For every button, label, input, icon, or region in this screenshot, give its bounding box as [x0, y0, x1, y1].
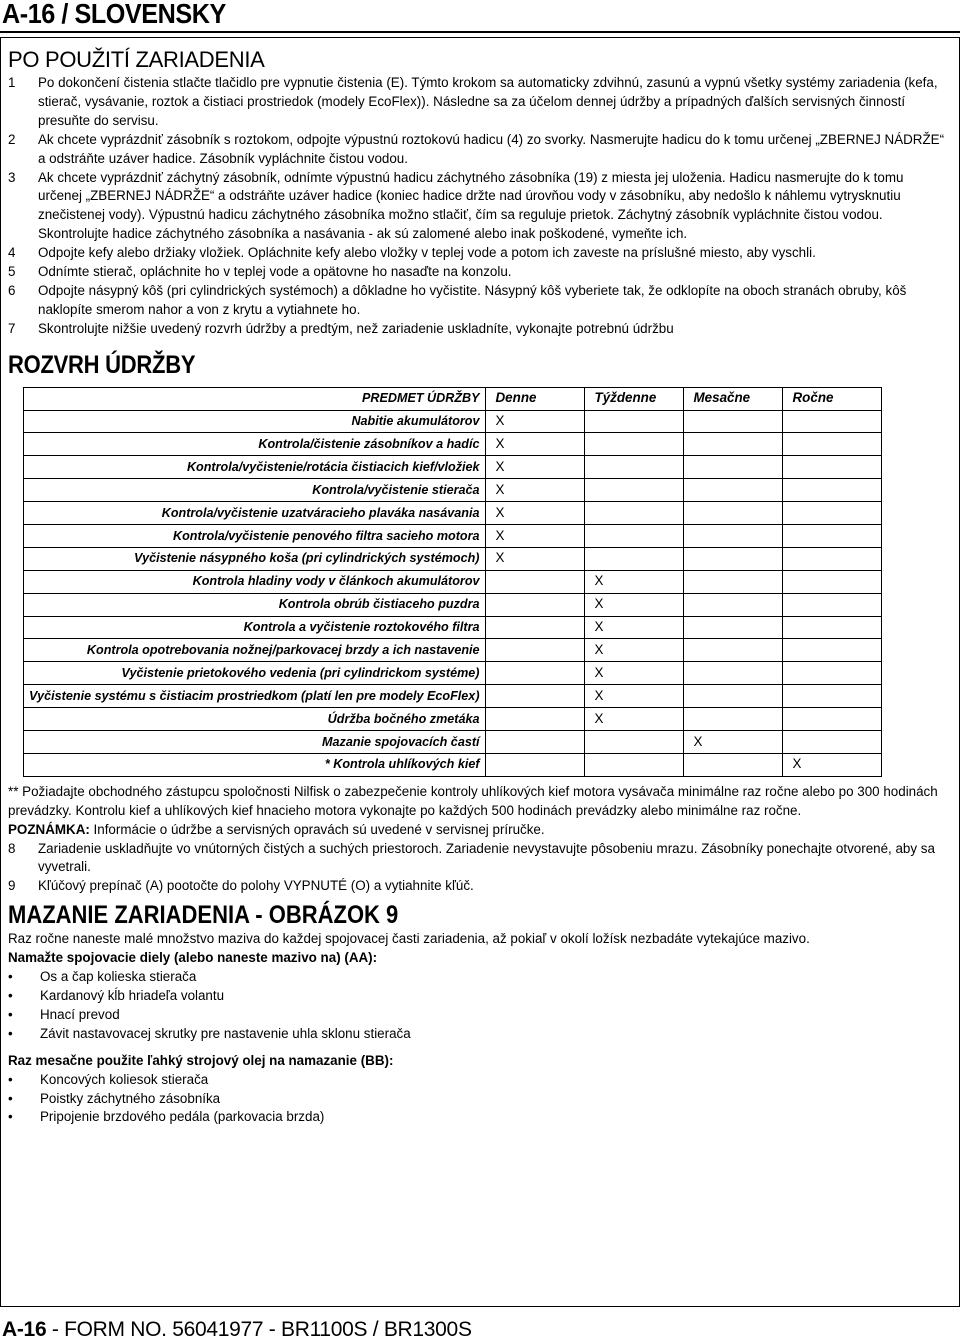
- table-cell-yearly: [782, 662, 881, 685]
- table-cell-monthly: [683, 593, 782, 616]
- service-note: [8, 821, 950, 840]
- lubrication-intro: Raz ročne naneste malé množstvo maziva do každej spojovacej časti zariadenia, až pokiaľ v okolí ložísk nezbadáte vytekajúce mazivo.: [8, 931, 810, 947]
- table-cell-yearly: [782, 570, 881, 593]
- table-cell-daily: [485, 639, 584, 662]
- table-cell-weekly: [584, 433, 683, 456]
- table-cell-weekly: X: [584, 685, 683, 708]
- table-cell-weekly: [584, 525, 683, 548]
- table-cell-task: Vyčistenie prietokového vedenia (pri cylindrickom systéme): [24, 662, 486, 685]
- table-row: [24, 753, 882, 776]
- list-item-number: 4: [8, 245, 16, 261]
- list-item-text: Skontrolujte nižšie uvedený rozvrh údržby a predtým, než zariadenie uskladníte, vykonajte potrebnú údržbu: [38, 320, 674, 336]
- bullet-item: • Kardanový kĺb hriadeľa volantu: [8, 987, 950, 1006]
- table-cell-task: Nabitie akumulátorov: [24, 410, 486, 433]
- table-cell-daily: [485, 685, 584, 708]
- table-cell-task: Kontrola a vyčistenie roztokového filtra: [24, 616, 486, 639]
- table-cell-task: Kontrola/vyčistenie penového filtra sacieho motora: [24, 525, 486, 548]
- column-header-monthly: Mesačne: [683, 387, 782, 410]
- table-cell-yearly: [782, 708, 881, 731]
- list-item-number: 9: [8, 878, 16, 894]
- list-item-text: Odpojte kefy alebo držiaky vložiek. Opláchnite kefy alebo vložky v teplej vode a potom ich zaveste na príslušné miesto, aby vyschli.: [38, 245, 816, 261]
- table-cell-yearly: [782, 456, 881, 479]
- list-item-number: 8: [8, 840, 16, 856]
- table-cell-weekly: [584, 456, 683, 479]
- table-cell-yearly: [782, 502, 881, 525]
- section-title-after-use: PO POUŽITÍ ZARIADENIA: [8, 47, 265, 72]
- table-cell-yearly: [782, 639, 881, 662]
- table-cell-weekly: [584, 410, 683, 433]
- table-cell-task: Kontrola/čistenie zásobníkov a hadíc: [24, 433, 486, 456]
- page-footer: [2, 1318, 472, 1342]
- page-content: [8, 44, 950, 1127]
- table-cell-weekly: [584, 753, 683, 776]
- table-cell-monthly: [683, 662, 782, 685]
- list-item: [8, 263, 950, 282]
- list-item-text: Odnímte stierač, opláchnite ho v teplej vode a opätovne ho nasaďte na konzolu.: [38, 264, 512, 280]
- table-cell-task: Vyčistenie násypného koša (pri cylindrických systémoch): [24, 547, 486, 570]
- table-row: [24, 731, 882, 754]
- bullet-item: • Os a čap kolieska stierača: [8, 968, 950, 987]
- table-cell-weekly: [584, 479, 683, 502]
- table-cell-daily: X: [485, 410, 584, 433]
- table-cell-daily: X: [485, 479, 584, 502]
- table-cell-weekly: X: [584, 616, 683, 639]
- table-cell-yearly: [782, 410, 881, 433]
- list-item-text: Po dokončení čistenia stlačte tlačidlo pre vypnutie čistenia (E). Týmto krokom sa automaticky zdvihnú, zasunú a vypnú všetky systémy zariadenia (kefa, stierač, vysávanie, roztok a čistiaci prostriedok (modely EcoFlex)). Následne sa za účelom dennej údržby a prípadných ďalších servisných činností presuňte do servisu.: [38, 75, 938, 128]
- table-cell-task: Kontrola/vyčistenie/rotácia čistiacich kief/vložiek: [24, 456, 486, 479]
- table-cell-monthly: [683, 433, 782, 456]
- table-cell-yearly: [782, 685, 881, 708]
- list-item-number: 2: [8, 131, 16, 147]
- maintenance-schedule-table: [23, 387, 882, 777]
- table-cell-daily: X: [485, 547, 584, 570]
- table-cell-yearly: [782, 433, 881, 456]
- table-cell-task: Kontrola hladiny vody v článkoch akumulátorov: [24, 570, 486, 593]
- table-cell-task: Kontrola obrúb čistiaceho puzdra: [24, 593, 486, 616]
- table-cell-yearly: [782, 593, 881, 616]
- table-cell-task: Údržba bočného zmetáka: [24, 708, 486, 731]
- table-cell-task: * Kontrola uhlíkových kief: [24, 753, 486, 776]
- table-header-row: [24, 387, 882, 410]
- table-cell-weekly: X: [584, 662, 683, 685]
- column-header-weekly: Týždenne: [584, 387, 683, 410]
- list-item: [8, 169, 950, 245]
- list-item-text: Ak chcete vyprázdniť zásobník s roztokom, odpojte výpustnú roztokovú hadicu (4) zo svorky. Nasmerujte hadicu do k tomu určenej „ZBERNEJ NÁDRŽE“ a odstráňte uzáver hadice. Zásobník vypláchnite čistou vodou.: [38, 131, 945, 166]
- table-cell-monthly: X: [683, 731, 782, 754]
- table-cell-yearly: [782, 731, 881, 754]
- table-cell-daily: [485, 753, 584, 776]
- table-cell-weekly: X: [584, 593, 683, 616]
- table-cell-yearly: [782, 616, 881, 639]
- list-item-number: 5: [8, 264, 16, 280]
- table-row: [24, 616, 882, 639]
- table-cell-weekly: [584, 731, 683, 754]
- bullet-item: • Koncových koliesok stierača: [8, 1071, 950, 1090]
- table-cell-weekly: [584, 547, 683, 570]
- table-cell-monthly: [683, 685, 782, 708]
- table-cell-daily: [485, 616, 584, 639]
- table-cell-monthly: [683, 479, 782, 502]
- table-cell-task: Kontrola opotrebovania nožnej/parkovacej brzdy a ich nastavenie: [24, 639, 486, 662]
- page-header-title: A-16 / SLOVENSKY: [2, 0, 226, 29]
- carbon-brush-note: ** Požiadajte obchodného zástupcu spoločnosti Nilfisk o zabezpečenie kontroly uhlíkových kief motora vysávača minimálne raz ročne alebo po 300 hodinách prevádzky. Kontrolu kief a uhlíkových kief hnacieho motora vykonajte po každých 500 hodinách prevádzky alebo minimálne raz ročne.: [8, 783, 938, 818]
- list-item: [8, 282, 950, 320]
- lubrication-group-aa-title: Namažte spojovacie diely (alebo naneste mazivo na) (AA):: [8, 950, 378, 966]
- table-cell-daily: [485, 593, 584, 616]
- list-item-text: Zariadenie uskladňujte vo vnútorných čistých a suchých priestoroch. Zariadenie nevystavujte pôsobeniu mrazu. Zásobníky ponechajte otvorené, aby sa vyvetrali.: [38, 840, 935, 875]
- table-cell-task: Mazanie spojovacích častí: [24, 731, 486, 754]
- table-cell-monthly: [683, 456, 782, 479]
- table-cell-task: Vyčistenie systému s čistiacim prostriedkom (platí len pre modely EcoFlex): [24, 685, 486, 708]
- table-cell-weekly: X: [584, 570, 683, 593]
- table-cell-monthly: [683, 525, 782, 548]
- table-row: [24, 433, 882, 456]
- table-cell-monthly: [683, 753, 782, 776]
- header-divider: [0, 31, 960, 33]
- table-cell-yearly: [782, 547, 881, 570]
- list-item-number: 1: [8, 75, 16, 90]
- table-cell-daily: X: [485, 456, 584, 479]
- column-header-task: PREDMET ÚDRŽBY: [24, 387, 486, 410]
- footer-page-number: A-16: [2, 1318, 47, 1341]
- column-header-daily: Denne: [485, 387, 584, 410]
- list-item: [8, 244, 950, 263]
- after-use-steps: [8, 74, 950, 339]
- table-cell-daily: X: [485, 502, 584, 525]
- list-item: [8, 320, 950, 339]
- list-item-text: Ak chcete vyprázdniť záchytný zásobník, odnímte výpustnú hadicu záchytného zásobníka (19) z miesta jej uloženia. Hadicu nasmerujte do k tomu určenej „ZBERNEJ NÁDRŽE“ a odstráňte uzáver hadice (koniec hadice držte nad úrovňou vody v zásobníku, aby nedošlo k náhlemu vytrysknutiu znečistenej vody). Výpustnú hadicu záchytného zásobníka možno stlačiť, čím sa reguluje prietok. Záchytný zásobník vypláchnite čistou vodou. Skontrolujte hadice záchytného zásobníka a nasávania - ak sú zalomené alebo inak poškodené, vymeňte ich.: [38, 169, 904, 242]
- list-item-text: Odpojte násypný kôš (pri cylindrických systémoch) a dôkladne ho vyčistite. Násypný kôš vyberiete tak, že odklopíte na oboch stranách obruby, kôš naklopíte smerom nahor a von z krytu a vytiahnete ho.: [38, 282, 907, 317]
- table-row: [24, 593, 882, 616]
- table-row: [24, 639, 882, 662]
- table-cell-daily: [485, 662, 584, 685]
- table-row: [24, 502, 882, 525]
- table-row: [24, 547, 882, 570]
- table-row: [24, 708, 882, 731]
- table-row: [24, 525, 882, 548]
- table-cell-weekly: X: [584, 708, 683, 731]
- storage-steps: [8, 840, 950, 897]
- table-row: [24, 410, 882, 433]
- note-text: Informácie o údržbe a servisných opravách sú uvedené v servisnej príručke.: [89, 821, 545, 837]
- table-row: [24, 685, 882, 708]
- table-row: [24, 570, 882, 593]
- column-header-yearly: Ročne: [782, 387, 881, 410]
- table-cell-task: Kontrola/vyčistenie uzatváracieho plaváka nasávania: [24, 502, 486, 525]
- bullet-item: • Závit nastavovacej skrutky pre nastavenie uhla sklonu stierača: [8, 1025, 950, 1044]
- table-row: [24, 662, 882, 685]
- list-item-number: 3: [8, 169, 16, 185]
- list-item: [8, 840, 950, 878]
- lubrication-group-bb-title: Raz mesačne použite ľahký strojový olej na namazanie (BB):: [8, 1052, 394, 1068]
- list-item: [8, 74, 950, 131]
- list-item: [8, 877, 950, 896]
- table-cell-daily: [485, 731, 584, 754]
- lubrication-group-bb-list: [8, 1071, 950, 1128]
- list-item-number: 7: [8, 320, 16, 336]
- table-cell-daily: [485, 708, 584, 731]
- table-cell-daily: X: [485, 433, 584, 456]
- section-title-lubrication: MAZANIE ZARIADENIA - OBRÁZOK 9: [8, 901, 399, 930]
- table-cell-daily: X: [485, 525, 584, 548]
- table-cell-weekly: X: [584, 639, 683, 662]
- table-cell-monthly: [683, 547, 782, 570]
- table-cell-monthly: [683, 410, 782, 433]
- table-cell-weekly: [584, 502, 683, 525]
- bullet-item: • Pripojenie brzdového pedála (parkovacia brzda): [8, 1108, 950, 1127]
- list-item-text: Kľúčový prepínač (A) pootočte do polohy VYPNUTÉ (O) a vytiahnite kľúč.: [38, 878, 474, 894]
- note-label: POZNÁMKA:: [8, 821, 90, 837]
- list-item-number: 6: [8, 282, 16, 298]
- section-title-maintenance-schedule: ROZVRH ÚDRŽBY: [8, 350, 196, 379]
- table-cell-yearly: [782, 479, 881, 502]
- table-cell-monthly: [683, 708, 782, 731]
- table-cell-task: Kontrola/vyčistenie stierača: [24, 479, 486, 502]
- list-item: [8, 131, 950, 169]
- table-row: [24, 456, 882, 479]
- table-cell-monthly: [683, 570, 782, 593]
- table-cell-monthly: [683, 502, 782, 525]
- table-cell-yearly: [782, 525, 881, 548]
- lubrication-group-aa-list: [8, 968, 950, 1044]
- table-cell-daily: [485, 570, 584, 593]
- table-cell-yearly: X: [782, 753, 881, 776]
- bullet-item: • Poistky záchytného zásobníka: [8, 1090, 950, 1109]
- footer-form-number: - FORM NO. 56041977 - BR1100S / BR1300S: [46, 1318, 472, 1341]
- table-cell-monthly: [683, 616, 782, 639]
- table-cell-monthly: [683, 639, 782, 662]
- table-row: [24, 479, 882, 502]
- bullet-item: • Hnací prevod: [8, 1006, 950, 1025]
